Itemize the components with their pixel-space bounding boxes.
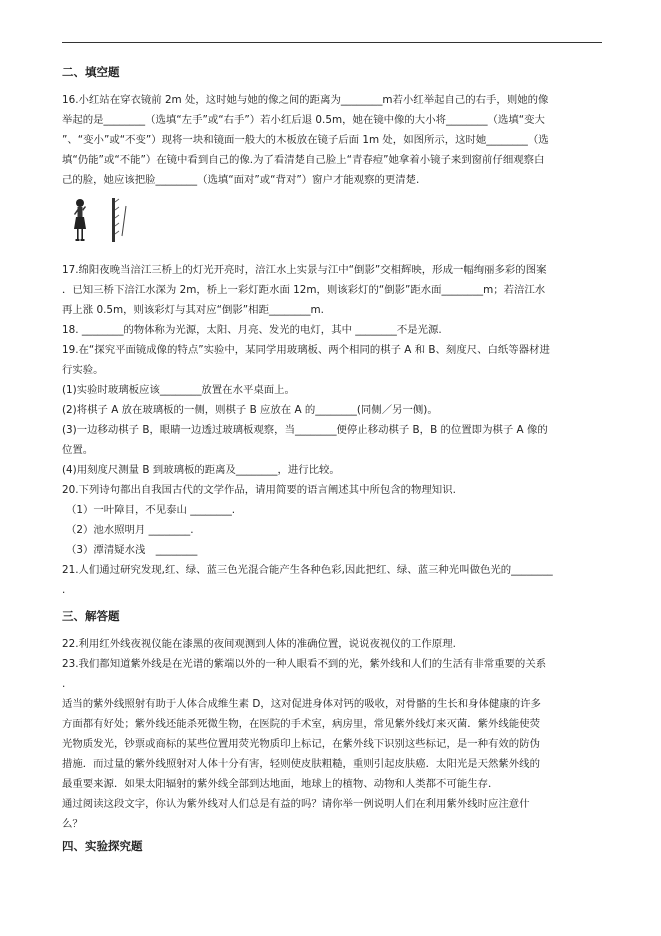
q20-sub-2: （2）池水照明月 ________. (66, 524, 194, 536)
q17-line: 17.绵阳夜晚当涪江三桥上的灯光开亮时，涪江水上实景与江中“倒影”交相辉映，形成一幅绚丽多彩的图案 (62, 264, 547, 276)
question-19 (62, 340, 602, 480)
q19-sub-2: (2)将棋子 A 放在玻璃板的一侧，则棋子 B 应放在 A 的________(同侧／另一侧)。 (62, 404, 438, 416)
q16-line: ”、“变小”或“不变”）现将一块和镜面一般大的木板放在镜子后面 1m 处，如图所示，这时她________（选 (62, 134, 549, 146)
girl-mirror-board-illustration (68, 196, 138, 244)
q19-line: 19.在“探究平面镜成像的特点”实验中，某同学用玻璃板、两个相同的棋子 A 和 B、刻度尺、白纸等器材进 (62, 344, 550, 356)
q23-line: 方面都有好处；紫外线还能杀死微生物，在医院的手术室，病房里，常见紫外线灯来灭菌．紫外线能使荧 (62, 718, 540, 730)
q23-line: . (62, 678, 66, 690)
q19-sub-3-cont: 位置。 (62, 444, 94, 456)
q23-line: 最重要来源．如果太阳辐射的紫外线全部到达地面，地球上的植物、动物和人类都不可能生存． (62, 778, 499, 790)
header-rule (62, 42, 602, 43)
q16-line: 己的脸，她应该把脸________（选填“面对”或“背对”）窗户才能观察的更清楚. (62, 174, 420, 186)
q17-line: 再上涨 0.5m，则该彩灯与其对应“倒影”相距________m. (62, 304, 324, 316)
q19-sub-4: (4)用刻度尺测量 B 到玻璃板的距离及________，进行比较。 (62, 464, 340, 476)
q23-line: 适当的紫外线照射有助于人体合成维生素 D，这对促进身体对钙的吸收，对骨骼的生长和身体健康的许多 (62, 698, 541, 710)
q20-sub-1: （1）一叶障目，不见泰山 ________. (66, 504, 236, 516)
question-20 (62, 480, 602, 560)
question-18: 18. ________的物体称为光源，太阳、月亮、发光的电灯，其中 ________不是光源. (62, 324, 442, 336)
q17-line: ．已知三桥下涪江水深为 2m，桥上一彩灯距水面 12m，则该彩灯的“倒影”距水面________m；若涪江水 (62, 284, 546, 296)
question-22: 22.利用红外线夜视仪能在漆黑的夜间观测到人体的准确位置，说说夜视仪的工作原理. (62, 638, 456, 650)
section-heading-fill: 二、填空题 (62, 65, 120, 79)
q16-line: 填“仍能”或“不能”）在镜中看到自己的像.为了看清楚自己脸上“青春痘”她拿着小镜子来到窗前仔细观察白 (62, 154, 545, 166)
document-body (62, 56, 602, 864)
question-16 (62, 90, 602, 190)
q23-line: 通过阅读这段文字，你认为紫外线对人们总是有益的吗？请你举一例说明人们在利用紫外线时应注意什 (62, 798, 530, 810)
q16-line: 举起的是________（选填“左手”或“右手”）若小红后退 0.5m，她在镜中像的大小将________（选填“变大 (62, 114, 545, 126)
q19-sub-3: (3)一边移动棋子 B，眼睛一边透过玻璃板观察，当________便停止移动棋子 B，B 的位置即为棋子 A 像的 (62, 424, 548, 436)
q23-line: 23.我们都知道紫外线是在光谱的紫端以外的一种人眼看不到的光，紫外线和人们的生活有非常重要的关系 (62, 658, 547, 670)
q21-line: 21.人们通过研究发现,红、绿、蓝三色光混合能产生各种色彩,因此把红、绿、蓝三种光叫做色光的________ (62, 564, 553, 576)
question-17 (62, 260, 602, 320)
mirror-figure (62, 196, 602, 246)
q20-line: 20.下列诗句都出自我国古代的文学作品，请用简要的语言阐述其中所包含的物理知识. (62, 484, 456, 496)
q19-line: 行实验。 (62, 364, 104, 376)
question-21 (62, 560, 602, 600)
q20-sub-3: （3）潭清疑水浅 ________ (66, 544, 198, 556)
q23-line: 光物质发光，钞票或商标的某些位置用荧光物质印上标记，在紫外线下识别这些标记，是一种有效的防伪 (62, 738, 540, 750)
question-23 (62, 654, 602, 834)
q16-line: 16.小红站在穿衣镜前 2m 处，这时她与她的像之间的距离为________m若小红举起自己的右手，则她的像 (62, 94, 549, 106)
section-heading-answer: 三、解答题 (62, 609, 120, 623)
q21-line: . (62, 584, 66, 596)
q23-line: 么？ (62, 818, 83, 830)
q19-sub-1: (1)实验时玻璃板应该________放置在水平桌面上。 (62, 384, 295, 396)
q23-line: 措施．而过量的紫外线照射对人体十分有害，轻则使皮肤粗糙，重则引起皮肤癌．太阳光是天然紫外线的 (62, 758, 540, 770)
section-heading-experiment: 四、实验探究题 (62, 839, 143, 853)
